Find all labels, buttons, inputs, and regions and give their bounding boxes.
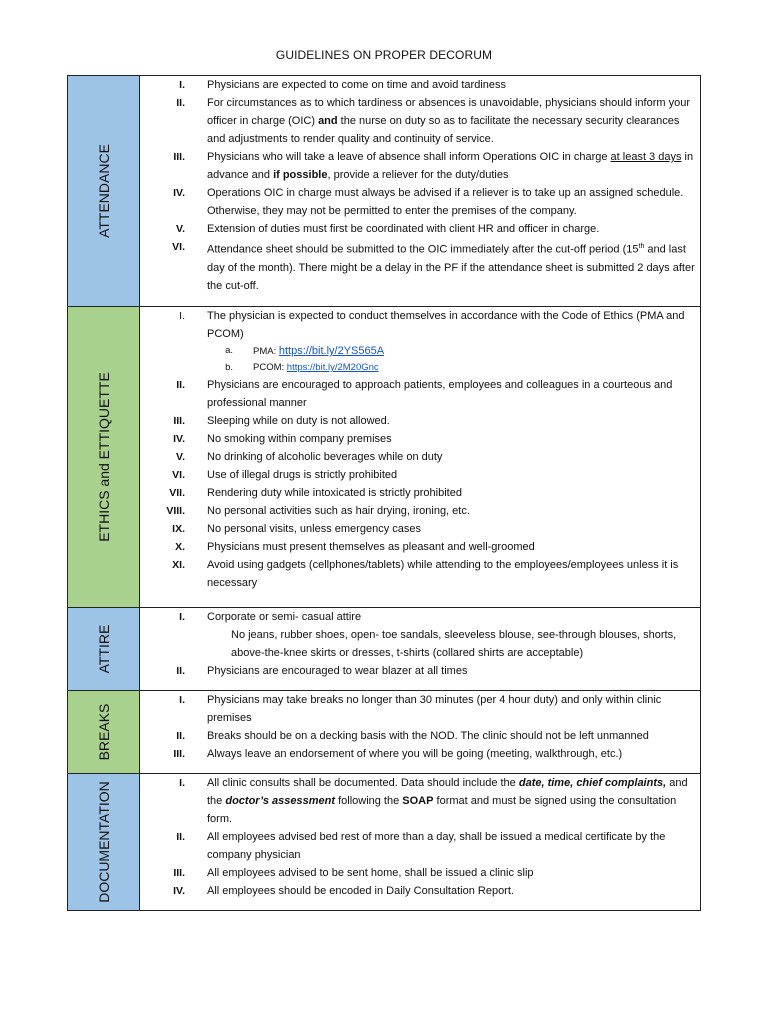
item-number: II. [176, 379, 185, 391]
item-text: No personal activities such as hair drying, ironing, etc. [207, 505, 470, 517]
item-text: Physicians who will take a leave of absence shall inform Operations OIC in charge at least 3 days in advance and if possible, provide a reliever for the duty/duties [207, 151, 694, 181]
item-number: I. [179, 79, 185, 91]
list-item [140, 882, 700, 900]
list-item [140, 662, 700, 680]
item-number: II. [176, 831, 185, 843]
list-item [140, 745, 700, 763]
item-text: All employees advised bed rest of more than a day, shall be issued a medical certificate by the company physician [207, 831, 666, 861]
item-number: V. [176, 451, 185, 463]
item-text: Physicians are encouraged to approach patients, employees and colleagues in a courteous and professional manner [207, 379, 673, 409]
section-label-cell [68, 774, 140, 911]
item-text: No personal visits, unless emergency cases [207, 523, 421, 535]
section-label: ATTENDANCE [95, 144, 112, 238]
item-number: III. [173, 151, 185, 163]
guidelines-table [67, 75, 701, 911]
list-item [140, 76, 700, 94]
list-item [140, 307, 700, 343]
list-item [140, 828, 700, 864]
item-number: I. [179, 694, 185, 706]
section-label: BREAKS [95, 703, 112, 761]
list-item [140, 238, 700, 295]
list-item [140, 376, 700, 412]
pma-link[interactable]: https://bit.ly/2YS565A [278, 345, 385, 357]
list-item [140, 774, 700, 828]
section-label-cell [68, 307, 140, 608]
item-text: Extension of duties must first be coordinated with client HR and officer in charge. [207, 223, 600, 235]
item-number: I. [179, 310, 185, 322]
list-item [140, 691, 700, 727]
list-item [140, 184, 700, 220]
item-text: No drinking of alcoholic beverages while on duty [207, 451, 443, 463]
sub-letter: a. [225, 345, 233, 356]
section-items [140, 608, 701, 691]
item-number: V. [176, 223, 185, 235]
item-text: All employees should be encoded in Daily Consultation Report. [207, 885, 514, 897]
pcom-link[interactable]: https://bit.ly/2M20Gnc [286, 362, 379, 373]
section-ethics [68, 307, 701, 608]
page-title: GUIDELINES ON PROPER DECORUM [275, 48, 493, 62]
list-item [140, 864, 700, 882]
item-text: Attendance sheet should be submitted to the OIC immediately after the cut-off period (15th and last day of the month). There might be a delay in the PF if the attendance sheet is submitted 2 days after the cut-off. [207, 243, 695, 292]
item-number: VIII. [166, 505, 185, 517]
section-label: ATTIRE [95, 624, 112, 674]
sub-item-pma [140, 343, 700, 360]
list-item [140, 466, 700, 484]
item-text: Avoid using gadgets (cellphones/tablets) while attending to the employees/employees unless it is necessary [207, 559, 679, 589]
list-item [140, 727, 700, 745]
item-number: III. [173, 415, 185, 427]
item-text: Physicians must present themselves as pleasant and well-groomed [207, 541, 535, 553]
section-attendance [68, 76, 701, 307]
item-detail: No jeans, rubber shoes, open- toe sandals, sleeveless blouse, see-through blouses, shorts, above-the-knee skirts or dresses, t-shirts (collared shirts are acceptable) [231, 629, 677, 659]
list-item [140, 448, 700, 466]
section-label: DOCUMENTATION [95, 781, 112, 903]
item-number: X. [175, 541, 185, 553]
item-text: All employees advised to be sent home, shall be issued a clinic slip [207, 867, 534, 879]
item-text: Physicians may take breaks no longer than 30 minutes (per 4 hour duty) and only within clinic premises [207, 694, 662, 724]
list-item [140, 484, 700, 502]
section-items [140, 691, 701, 774]
list-item [140, 520, 700, 538]
item-text: Physicians are expected to come on time and avoid tardiness [207, 79, 506, 91]
section-attire [68, 608, 701, 691]
item-number: XI. [172, 559, 185, 571]
item-text: No smoking within company premises [207, 433, 392, 445]
list-item [140, 538, 700, 556]
section-items [140, 774, 701, 911]
section-label-cell [68, 608, 140, 691]
list-item [140, 556, 700, 592]
section-breaks [68, 691, 701, 774]
item-text: Physicians are encouraged to wear blazer at all times [207, 665, 468, 677]
section-label: ETHICS and ETTIQUETTE [95, 372, 112, 542]
item-text: For circumstances as to which tardiness or absences is unavoidable, physicians should inform your officer in charge (OIC) and the nurse on duty so as to facilitate the necessary security clearances and adjustments to render quality and continuity of service. [207, 97, 691, 145]
sub-label: PCOM: [253, 362, 287, 373]
item-number: IV. [173, 885, 185, 897]
item-number: III. [173, 748, 185, 760]
item-number: VI. [172, 469, 185, 481]
item-number: II. [176, 97, 185, 109]
section-label-cell [68, 691, 140, 774]
item-number: II. [176, 665, 185, 677]
section-label-cell [68, 76, 140, 307]
item-text: Breaks should be on a decking basis with the NOD. The clinic should not be left unmanned [207, 730, 649, 742]
list-item [140, 430, 700, 448]
item-text: Rendering duty while intoxicated is strictly prohibited [207, 487, 462, 499]
item-number: I. [179, 777, 185, 789]
item-text: Always leave an endorsement of where you will be going (meeting, walkthrough, etc.) [207, 748, 623, 760]
item-number: I. [179, 611, 185, 623]
item-text: Corporate or semi- casual attire No jeans, rubber shoes, open- toe sandals, sleeveless blouse, see-through blouses, shorts, above-the-knee skirts or dresses, t-shirts (collared shirts are acceptable) [207, 608, 700, 662]
section-items [140, 307, 701, 608]
list-item [140, 148, 700, 184]
list-item [140, 220, 700, 238]
item-text: Sleeping while on duty is not allowed. [207, 415, 390, 427]
item-number: III. [173, 867, 185, 879]
item-text: The physician is expected to conduct themselves in accordance with the Code of Ethics (PMA and PCOM) [207, 310, 685, 340]
section-items [140, 76, 701, 307]
item-number: II. [176, 730, 185, 742]
item-text: All clinic consults shall be documented. Data should include the date, time, chief complaints, and the doctor’s assessment following the SOAP format and must be signed using the consultation form. [207, 777, 688, 825]
item-number: IV. [173, 187, 185, 199]
sub-label: PMA: [253, 346, 279, 357]
item-text: Operations OIC in charge must always be advised if a reliever is to take up an assigned schedule. Otherwise, they may not be permitted to enter the premises of the company. [207, 187, 684, 217]
list-item [140, 608, 700, 662]
item-number: IV. [173, 433, 185, 445]
list-item [140, 94, 700, 148]
section-documentation [68, 774, 701, 911]
item-number: VII. [169, 487, 185, 499]
item-number: VI. [172, 241, 185, 253]
list-item [140, 412, 700, 430]
list-item [140, 502, 700, 520]
item-text: Use of illegal drugs is strictly prohibited [207, 469, 398, 481]
sub-letter: b. [225, 362, 233, 373]
sub-item-pcom [140, 360, 700, 376]
item-number: IX. [172, 523, 185, 535]
